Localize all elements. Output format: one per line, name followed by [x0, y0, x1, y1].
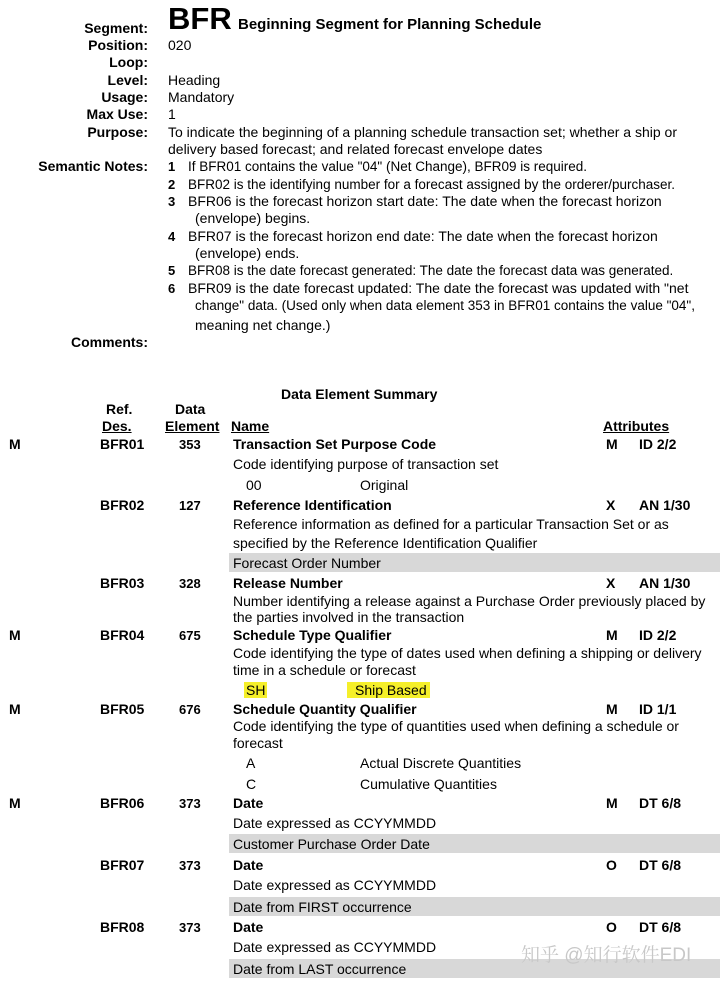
semantic-notes-label: Semantic Notes:	[38, 158, 148, 174]
element-note-text: Date from LAST occurrence	[233, 961, 407, 977]
element-description: forecast	[233, 735, 283, 751]
element-attributes: DT 6/8	[639, 919, 682, 935]
element-description: Number identifying a release against a Purchase Order previously placed by	[233, 593, 706, 609]
level-label: Level:	[107, 72, 148, 88]
element-description: Date expressed as CCYYMMDD	[233, 939, 437, 955]
element-number: 353	[179, 437, 201, 452]
element-number: 373	[179, 796, 201, 811]
element-ref: BFR04	[100, 627, 145, 643]
element-ref: BFR06	[100, 795, 145, 811]
note-text: BFR07 is the forecast horizon end date: The date when the forecast horizon	[188, 228, 658, 244]
comments-label: Comments:	[70, 334, 148, 350]
code-description: Cumulative Quantities	[360, 776, 497, 792]
note-number: 2	[168, 177, 176, 192]
element-usage: X	[606, 497, 616, 513]
element-note	[229, 553, 720, 572]
element-usage: X	[606, 575, 616, 591]
note-text: (envelope) ends.	[195, 245, 300, 261]
element-number: 373	[179, 858, 201, 873]
usage-label: Usage:	[101, 89, 148, 105]
element-attributes: AN 1/30	[639, 497, 691, 513]
code-description: Actual Discrete Quantities	[360, 755, 522, 771]
position-value: 020	[168, 37, 192, 53]
ref-header: Des.	[102, 418, 132, 434]
note-text: If BFR01 contains the value "04" (Net Change), BFR09 is required.	[188, 159, 588, 174]
element-attributes: ID 1/1	[639, 701, 677, 717]
note-number: 4	[168, 229, 176, 244]
element-number: 127	[179, 498, 201, 513]
note-number: 1	[168, 159, 176, 174]
element-ref: BFR07	[100, 857, 145, 873]
element-name: Date	[233, 857, 264, 873]
element-number: 675	[179, 628, 201, 643]
note-text: (envelope) begins.	[195, 210, 311, 226]
element-description: Date expressed as CCYYMMDD	[233, 815, 437, 831]
watermark: 知乎 @知行软件EDI	[521, 945, 692, 966]
element-description: the parties involved in the transaction	[233, 609, 465, 625]
note-text: BFR06 is the forecast horizon start date: The date when the forecast horizon	[188, 193, 662, 209]
element-number: 328	[179, 576, 201, 591]
segment-id: BFR	[168, 1, 232, 36]
element-note-text: Customer Purchase Order Date	[233, 836, 430, 852]
purpose-line: delivery based forecast; and related forecast envelope dates	[168, 141, 543, 157]
element-number: 676	[179, 702, 201, 717]
code-value: A	[246, 755, 256, 771]
purpose-label: Purpose:	[87, 124, 148, 140]
element-ref: BFR03	[100, 575, 145, 591]
purpose-line: To indicate the beginning of a planning schedule transaction set; whether a ship or	[168, 124, 678, 140]
element-note-text: Date from FIRST occurrence	[233, 899, 412, 915]
max-use-value: 1	[168, 106, 176, 122]
element-usage: M	[606, 795, 618, 811]
note-number: 5	[168, 263, 176, 278]
element-name: Date	[233, 795, 264, 811]
highlighted-code-description: Ship Based	[347, 682, 430, 698]
note-text: BFR02 is the identifying number for a forecast assigned by the orderer/purchaser.	[188, 177, 676, 192]
element-note	[229, 897, 720, 916]
data-element-header: Element	[165, 418, 220, 434]
note-text: BFR09 is the date forecast updated: The date the forecast was updated with "net	[188, 280, 689, 296]
element-attributes: DT 6/8	[639, 857, 682, 873]
note-text: meaning net change.)	[195, 317, 331, 333]
element-usage: M	[606, 627, 618, 643]
code-value: C	[246, 776, 257, 792]
element-name: Release Number	[233, 575, 343, 591]
code-description: Original	[360, 477, 409, 493]
note-number: 6	[168, 281, 176, 296]
data-element-header: Data	[175, 401, 206, 417]
element-usage: M	[606, 436, 618, 452]
element-usage: O	[606, 919, 617, 935]
element-description: Date expressed as CCYYMMDD	[233, 877, 437, 893]
requirement-flag: M	[9, 795, 21, 811]
element-name: Transaction Set Purpose Code	[233, 436, 437, 452]
element-name: Schedule Quantity Qualifier	[233, 701, 417, 717]
element-attributes: AN 1/30	[639, 575, 691, 591]
position-label: Position:	[88, 37, 148, 53]
element-name: Reference Identification	[233, 497, 392, 513]
name-header: Name	[231, 418, 270, 434]
max-use-label: Max Use:	[86, 106, 148, 122]
element-note	[229, 834, 720, 853]
code-value: 00	[246, 477, 262, 493]
element-description: Code identifying the type of quantities used when defining a schedule or	[233, 718, 679, 734]
element-description: specified by the Reference Identification Qualifier	[233, 535, 538, 551]
note-text: BFR08 is the date forecast generated: The date the forecast data was generated.	[188, 263, 674, 278]
usage-value: Mandatory	[168, 89, 235, 105]
element-usage: M	[606, 701, 618, 717]
note-number: 3	[168, 194, 176, 209]
ref-header: Ref.	[106, 401, 133, 417]
loop-label: Loop:	[109, 54, 148, 70]
level-value: Heading	[168, 72, 221, 88]
element-attributes: ID 2/2	[639, 627, 677, 643]
element-name: Schedule Type Qualifier	[233, 627, 392, 643]
segment-name: Beginning Segment for Planning Schedule	[238, 16, 542, 33]
code-value	[244, 682, 267, 698]
element-number: 373	[179, 920, 201, 935]
requirement-flag: M	[9, 436, 21, 452]
element-description: Code identifying purpose of transaction set	[233, 456, 499, 472]
highlighted-code: SH	[246, 682, 266, 698]
summary-title: Data Element Summary	[281, 386, 438, 402]
element-name: Date	[233, 919, 264, 935]
element-ref: BFR08	[100, 919, 145, 935]
requirement-flag: M	[9, 701, 21, 717]
element-description: Code identifying the type of dates used when defining a shipping or delivery	[233, 645, 702, 661]
element-ref: BFR05	[100, 701, 145, 717]
code-description	[347, 682, 430, 698]
element-attributes: ID 2/2	[639, 436, 677, 452]
element-description: Reference information as defined for a particular Transaction Set or as	[233, 516, 669, 532]
requirement-flag: M	[9, 627, 21, 643]
element-attributes: DT 6/8	[639, 795, 682, 811]
note-text: change" data. (Used only when data element 353 in BFR01 contains the value "04",	[195, 298, 695, 313]
element-usage: O	[606, 857, 617, 873]
element-description: time in a schedule or forecast	[233, 662, 416, 678]
element-note-text: Forecast Order Number	[233, 555, 381, 571]
segment-label: Segment:	[84, 20, 148, 36]
attributes-header: Attributes	[603, 418, 670, 434]
element-ref: BFR01	[100, 436, 145, 452]
element-ref: BFR02	[100, 497, 145, 513]
